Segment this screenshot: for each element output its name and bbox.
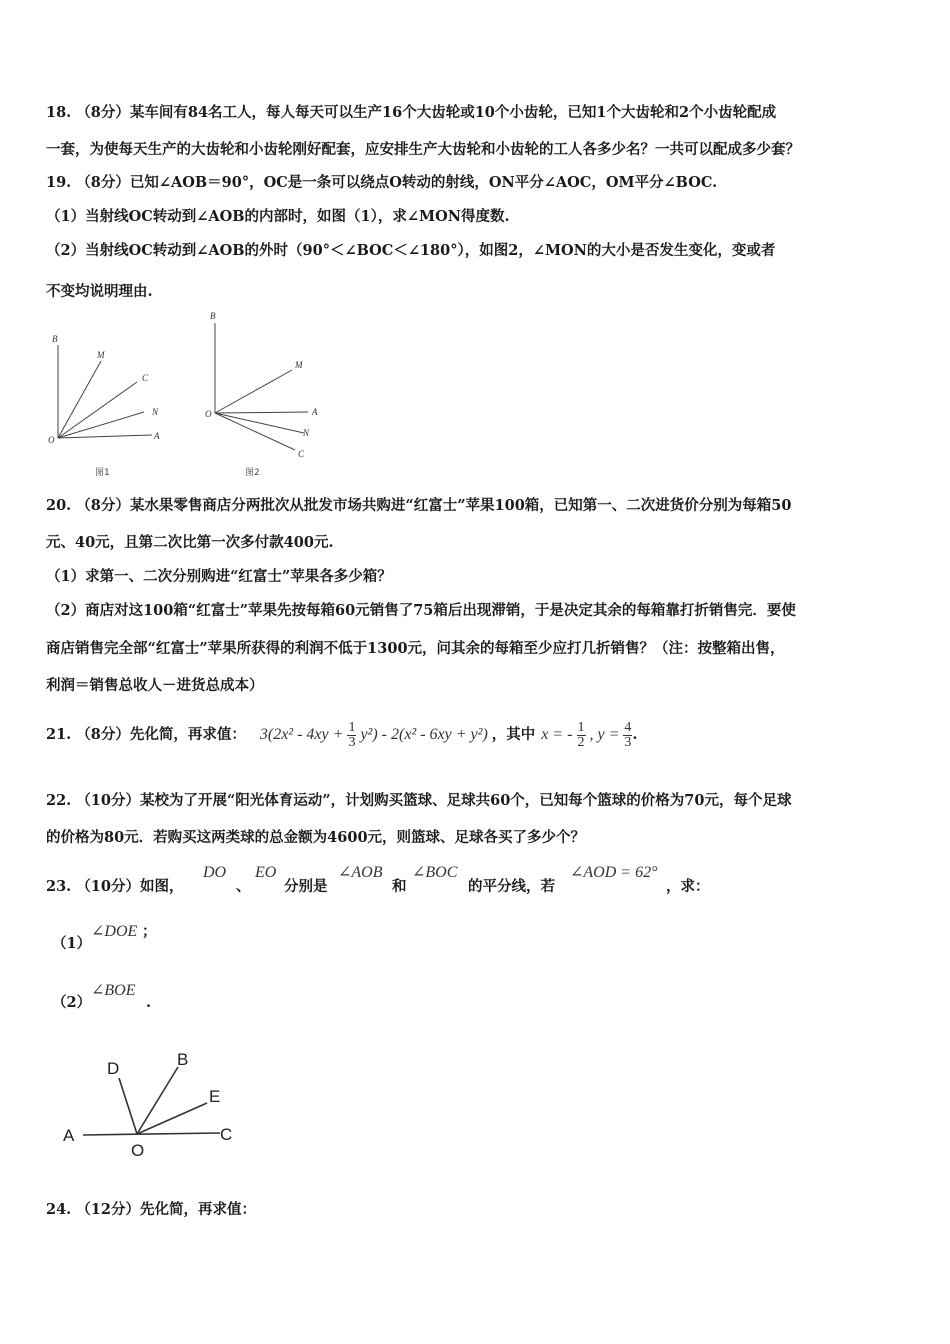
q23-fig-label-B: B — [177, 1050, 189, 1069]
fig1-label-A: A — [154, 431, 160, 441]
q23-part1-end: ； — [142, 923, 157, 940]
q19-figure-2 — [195, 305, 335, 485]
q24-line1: 24. （12分）先化简，再求值： — [46, 1201, 256, 1218]
q23-fig-label-O: O — [131, 1141, 145, 1160]
q23-t1: 分别是 — [284, 878, 328, 895]
q23-part2-label: （2） — [52, 994, 92, 1011]
fig2-label-N: N — [303, 428, 310, 438]
q23-eo: EO — [255, 864, 277, 881]
q21-prefix: 21. （8分）先化简，再求值： — [46, 726, 246, 743]
q19-figure-1 — [40, 325, 180, 485]
q19-part2a: （2）当射线OC转动到∠AOB的外时（90°＜∠BOC＜∠180°），如图2，∠MON的大小是否发生变化，变或者 — [46, 242, 776, 259]
q22-line2: 的价格为80元．若购买这两类球的总金额为4600元，则篮球、足球各买了多少个？ — [46, 829, 586, 846]
q20-part1: （1）求第一、二次分别购进“红富士”苹果各多少箱？ — [46, 568, 392, 585]
q21-condition: x = - $\frac{1}{2}$ , y = $\frac{4}{3}$ — [541, 719, 632, 750]
q22-line1: 22. （10分）某校为了开展“阳光体育运动”，计划购买篮球、足球共60个，已知每个篮球的价格为70元，每个足球 — [46, 792, 792, 809]
fig1-label-M: M — [97, 350, 105, 360]
q18-line2: 一套，为使每天生产的大齿轮和小齿轮刚好配套，应安排生产大齿轮和小齿轮的工人各多少名？一共可以配成多少套？ — [46, 141, 800, 158]
q23-prefix: 23. （10分）如图， — [46, 878, 184, 895]
q23-t4: ，求： — [666, 878, 710, 895]
q23-t3: 的平分线，若 — [468, 878, 555, 895]
q19-part1: （1）当射线OC转动到∠AOB的内部时，如图（1），求∠MON得度数. — [46, 208, 510, 225]
q23-boc: ∠BOC — [412, 864, 458, 881]
fig2-label-B: B — [210, 311, 216, 321]
fig1-label-O: O — [48, 435, 55, 445]
q21-mid: ，其中 — [491, 726, 536, 743]
q21-expression: 3(2x² - 4xy + $\frac{1}{3}$ y²) - 2(x² - 6xy + y²) — [259, 719, 488, 750]
q23-part2-angle: ∠BOE — [91, 982, 136, 999]
q23-fig-label-E: E — [209, 1087, 221, 1106]
q23-part2-end: . — [146, 994, 152, 1011]
q21-end: . — [632, 726, 638, 743]
fig1-label-C: C — [142, 373, 149, 383]
q23-part1-angle: ∠DOE — [91, 923, 138, 940]
q23-sep: 、 — [236, 878, 251, 895]
q19-part2b: 不变均说明理由. — [46, 283, 153, 300]
q19-line1: 19. （8分）已知∠AOB＝90°，OC是一条可以绕点O转动的射线，ON平分∠AOC，OM平分∠BOC. — [46, 174, 718, 191]
q23-do: DO — [203, 864, 227, 881]
q20-part2a: （2）商店对这100箱“红富士”苹果先按每箱60元销售了75箱后出现滞销，于是决定其余的每箱靠打折销售完．要使 — [46, 602, 796, 619]
q20-part2b: 商店销售完全部“红富士”苹果所获得的利润不低于1300元，问其余的每箱至少应打几折销售？（注：按整箱出售， — [46, 640, 785, 657]
q23-t2: 和 — [392, 878, 407, 895]
q20-line1: 20. （8分）某水果零售商店分两批次从批发市场共购进“红富士”苹果100箱，已知第一、二次进货价分别为每箱50 — [46, 497, 792, 514]
q23-figure — [55, 1045, 255, 1165]
q23-fig-label-A: A — [63, 1126, 75, 1145]
fig2-label-C: C — [298, 449, 305, 459]
fig2-label-A: A — [312, 407, 318, 417]
q18-line1: 18. （8分）某车间有84名工人，每人每天可以生产16个大齿轮或10个小齿轮，已知1个大齿轮和2个小齿轮配成 — [46, 104, 777, 121]
q23-fig-label-C: C — [220, 1125, 233, 1144]
fig2-label-M: M — [295, 360, 303, 370]
fig1-label-B: B — [52, 334, 58, 344]
q23-fig-label-D: D — [107, 1059, 120, 1078]
q21-line — [46, 712, 637, 758]
q20-part2c: 利润＝销售总收人－进货总成本） — [46, 677, 264, 694]
fig1-label-N: N — [152, 407, 159, 417]
q23-aob: ∠AOB — [338, 864, 383, 881]
q23-aod: ∠AOD = 62° — [570, 864, 658, 881]
fig2-label-O: O — [205, 409, 212, 419]
q23-part1-label: （1） — [52, 935, 92, 952]
q20-line2: 元、40元，且第二次比第一次多付款400元. — [46, 534, 334, 551]
fig1-caption: 图1 — [95, 468, 110, 478]
fig2-caption: 图2 — [245, 468, 260, 478]
